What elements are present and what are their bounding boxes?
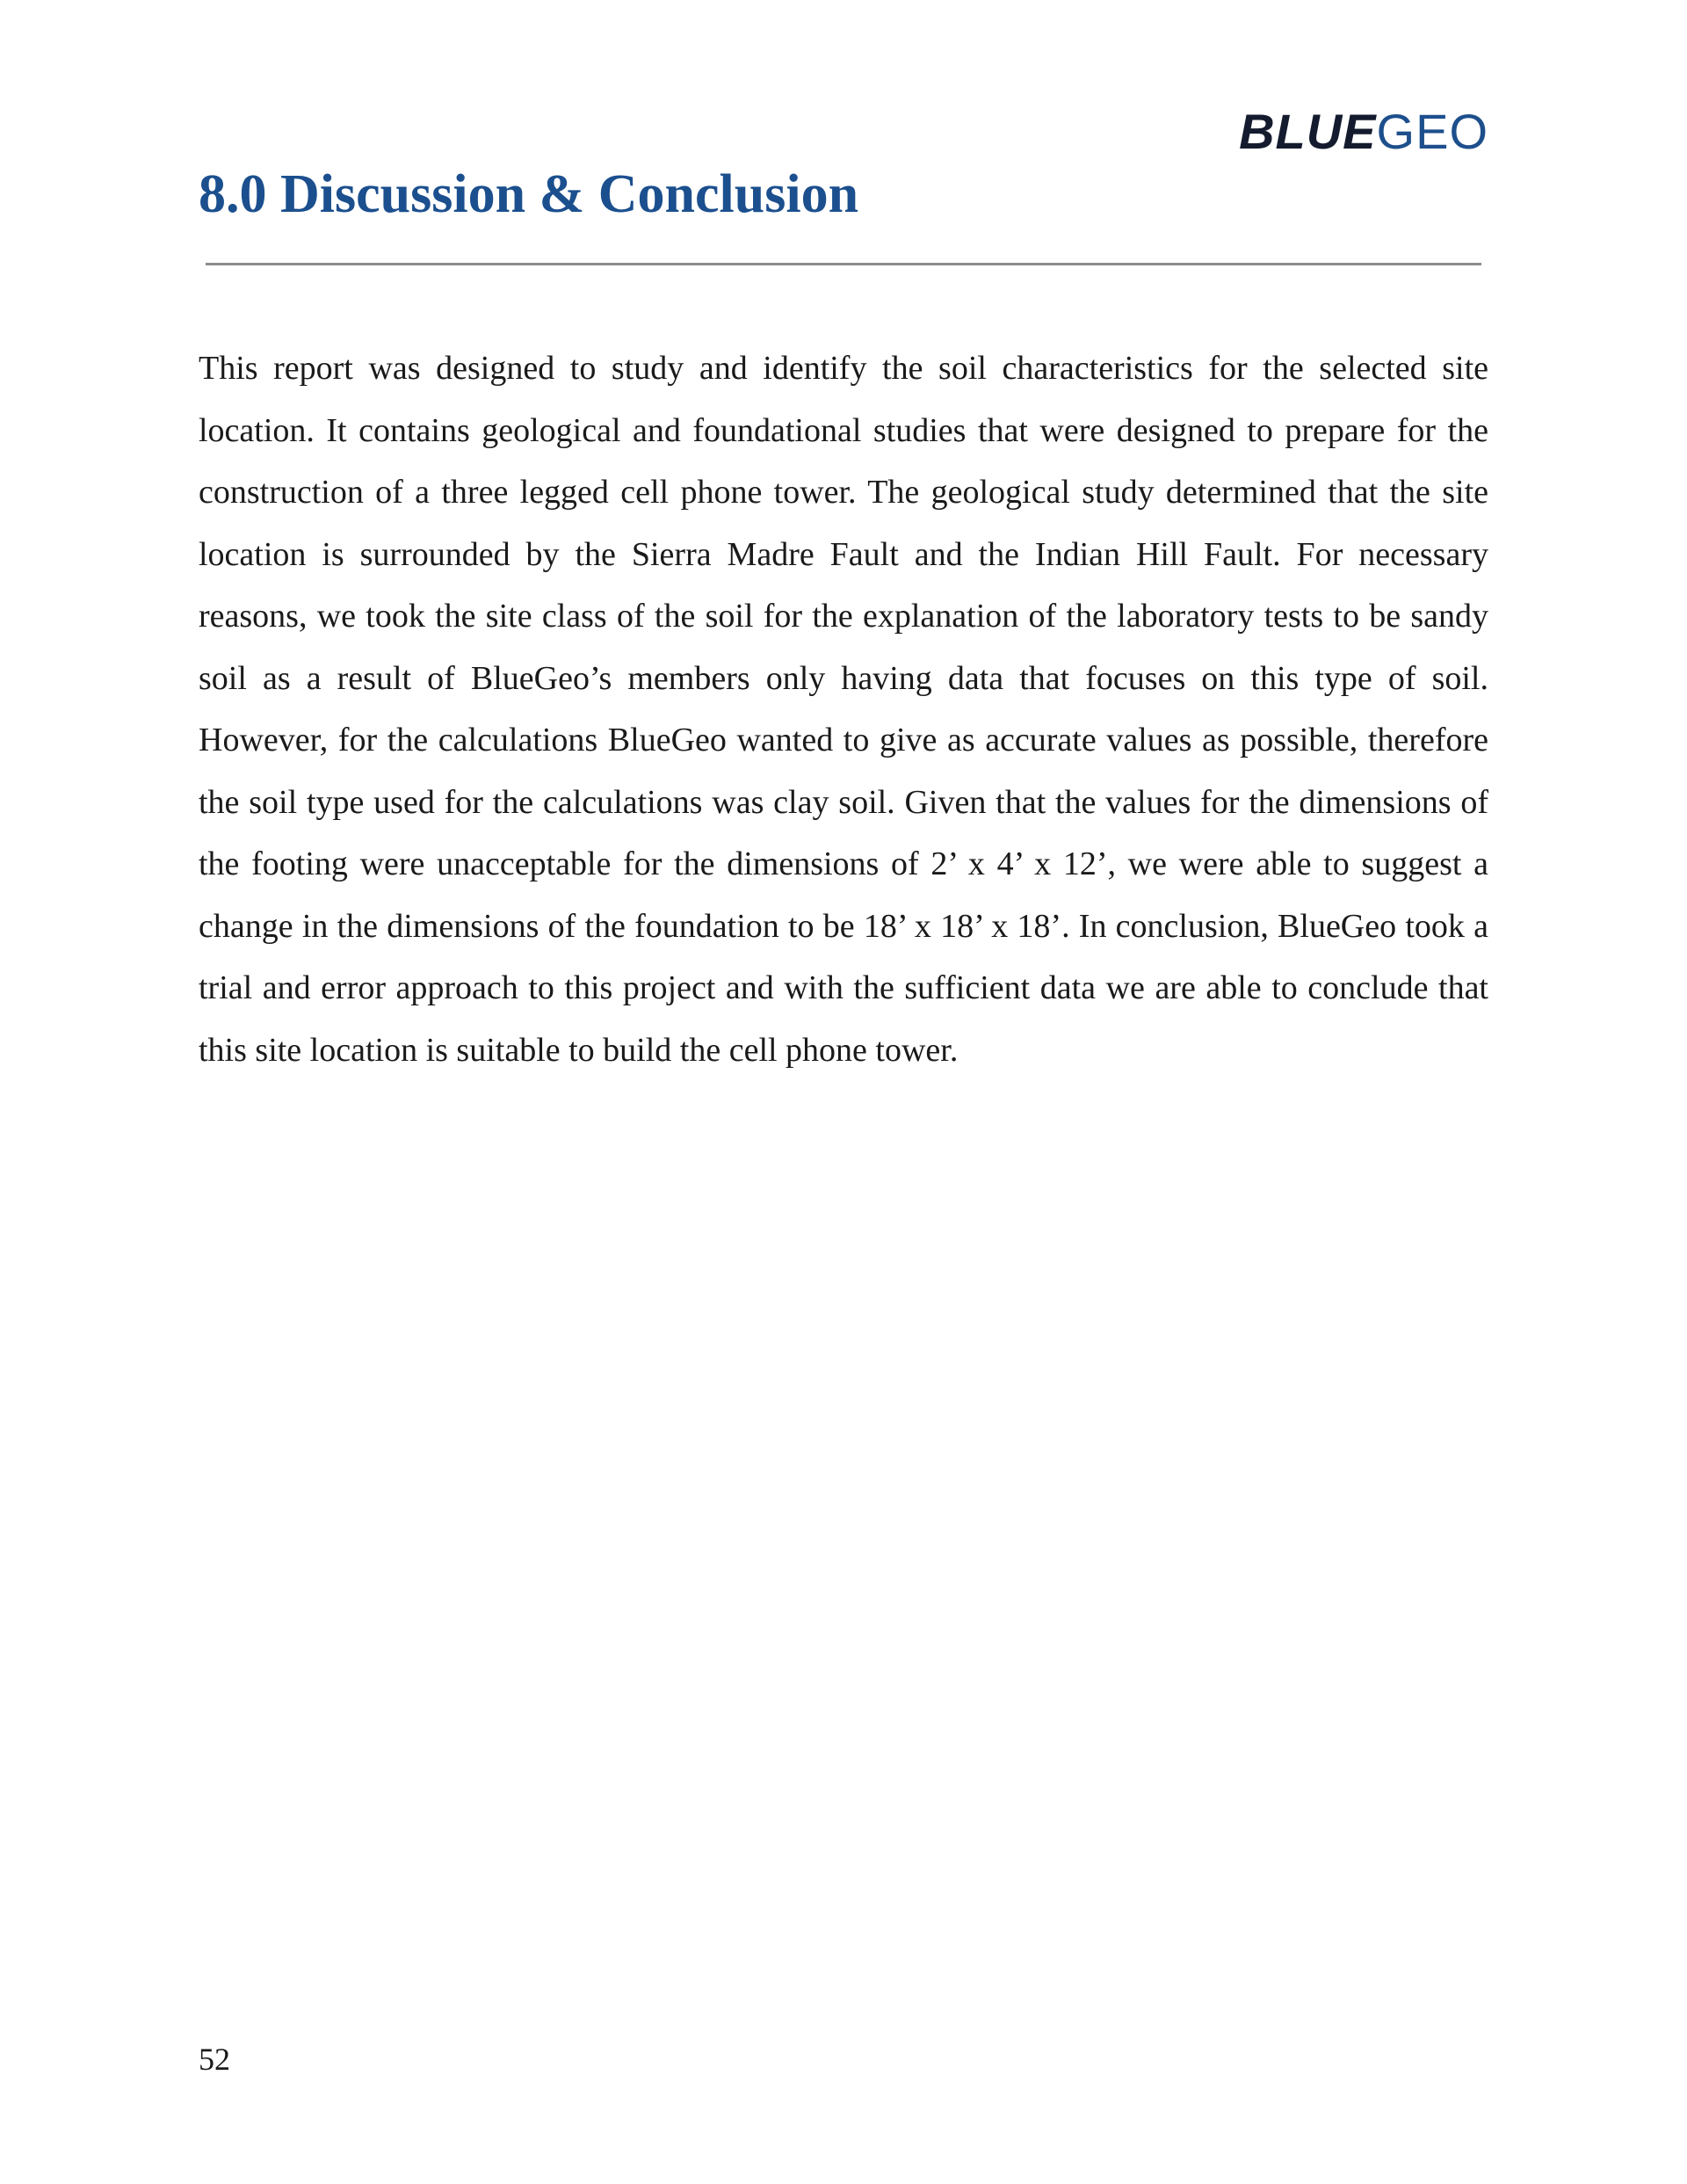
conclusion-paragraph: This report was designed to study and identify the soil characteristics for the selected site location. It contains geological and foundational studies that were designed to prepare for the construction of a three legged cell phone tower. The geological study determined that the site location is surrounded by the Sierra Madre Fault and the Indian Hill Fault. For necessary reasons, we took the site class of the soil for the explanation of the laboratory tests to be sandy soil as a result of BlueGeo’s members only having data that focuses on this type of soil. However, for the calculations BlueGeo wanted to give as accurate values as possible, therefore the soil type used for the calculations was clay soil. Given that the values for the dimensions of the footing were unacceptable for the dimensions of 2’ x 4’ x 12’, we were able to suggest a change in the dimensions of the foundation to be 18’ x 18’ x 18’. In conclusion, BlueGeo took a trial and error approach to this project and with the sufficient data we are able to conclude that this site location is suitable to build the cell phone tower.: [199, 350, 1488, 1069]
bluegeo-logo: [1239, 104, 1488, 159]
logo-light-text: GEO: [1376, 104, 1488, 159]
section-title: 8.0 Discussion & Conclusion: [199, 164, 859, 224]
title-divider: [206, 263, 1481, 265]
logo-bold-text: BLUE: [1239, 104, 1377, 159]
page-number: 52: [199, 2042, 230, 2077]
